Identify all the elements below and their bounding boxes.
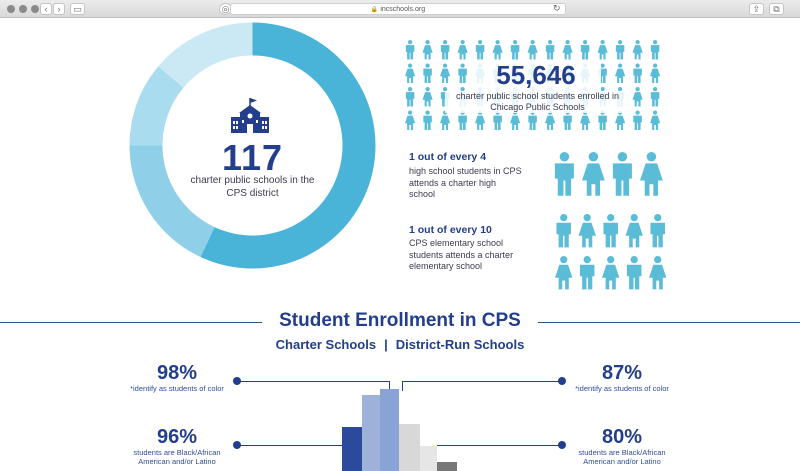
male-person-icon <box>651 87 660 107</box>
female-person-icon <box>580 111 590 131</box>
male-person-icon <box>458 111 467 131</box>
close-window-icon[interactable] <box>7 5 15 13</box>
female-person-icon <box>423 40 433 60</box>
forward-button[interactable]: › <box>53 3 65 15</box>
female-person-icon <box>582 152 605 196</box>
charter-schools-label: Charter Schools <box>275 337 377 352</box>
enrollment-title: Student Enrollment in CPS <box>279 310 521 331</box>
leader-line <box>237 445 352 446</box>
enrollment-subtitle <box>0 337 800 352</box>
female-person-icon <box>423 87 433 107</box>
male-person-icon <box>423 64 432 84</box>
male-person-icon <box>603 214 618 247</box>
high-school-people-icons <box>553 152 668 200</box>
minimize-window-icon[interactable] <box>19 5 27 13</box>
female-person-icon <box>602 256 619 289</box>
female-person-icon <box>458 40 468 60</box>
leader-line <box>402 381 403 391</box>
male-person-icon <box>651 40 660 60</box>
leader-line <box>437 445 562 446</box>
zoom-window-icon[interactable] <box>31 5 39 13</box>
browser-toolbar <box>0 0 800 18</box>
donut-center <box>129 22 376 269</box>
female-person-icon <box>475 111 485 131</box>
school-building-icon <box>230 97 270 135</box>
tabs-icon[interactable]: ⧉ <box>769 3 784 15</box>
female-person-icon <box>626 214 643 247</box>
female-person-icon <box>563 40 573 60</box>
male-person-icon <box>546 40 555 60</box>
female-person-icon <box>598 40 608 60</box>
district-schools-label: District-Run Schools <box>395 337 525 352</box>
lock-icon: 🔒 <box>370 7 379 13</box>
bar-charter-students-of-color <box>362 395 380 471</box>
male-person-icon <box>580 256 595 289</box>
female-person-icon <box>579 214 596 247</box>
bar-district-black-latino <box>420 446 437 471</box>
bar-charter-black-latino <box>342 427 362 471</box>
male-person-icon <box>627 256 642 289</box>
charter-schools-count: 117 <box>221 137 284 178</box>
privacy-icon[interactable]: ◎ <box>219 3 232 15</box>
female-person-icon <box>545 111 555 131</box>
elementary-ratio: 1 out of every 10 <box>409 224 492 236</box>
male-person-icon <box>555 152 574 196</box>
female-person-icon <box>633 87 643 107</box>
female-person-icon <box>405 64 415 84</box>
female-person-icon <box>510 111 520 131</box>
male-person-icon <box>423 111 432 131</box>
female-person-icon <box>650 111 660 131</box>
female-person-icon <box>528 40 538 60</box>
male-person-icon <box>633 64 642 84</box>
sidebar-icon[interactable]: ▭ <box>70 3 85 15</box>
share-icon[interactable]: ⇪ <box>749 3 764 15</box>
charter-black-latino-note: students are Black/African American and/or Latino <box>133 448 221 466</box>
address-bar[interactable] <box>230 3 566 15</box>
district-black-latino-pct: 80% <box>601 426 643 448</box>
female-person-icon <box>615 64 625 84</box>
bar-district-other <box>437 462 457 471</box>
male-person-icon <box>556 214 571 247</box>
male-person-icon <box>441 40 450 60</box>
elementary-text: CPS elementary school students attends a charter elementary school <box>409 238 514 271</box>
male-person-icon <box>458 64 467 84</box>
male-person-icon <box>613 152 632 196</box>
male-person-icon <box>563 111 572 131</box>
charter-schools-caption: charter public schools in the CPS district <box>190 175 315 199</box>
district-black-latino-note: students are Black/African American and/or Latino <box>578 448 666 466</box>
district-students-of-color-pct: 87% <box>601 362 643 384</box>
charter-students-count: 55,646 <box>471 60 601 91</box>
female-person-icon <box>555 256 572 289</box>
male-person-icon <box>493 111 502 131</box>
high-school-ratio: 1 out of every 4 <box>409 151 487 163</box>
male-person-icon <box>616 40 625 60</box>
male-person-icon <box>476 40 485 60</box>
female-person-icon <box>493 40 503 60</box>
bar-charter-total <box>380 389 399 471</box>
female-person-icon <box>640 152 663 196</box>
back-button[interactable]: ‹ <box>40 3 52 15</box>
male-person-icon <box>598 111 607 131</box>
leader-line <box>402 381 562 382</box>
male-person-icon <box>406 87 415 107</box>
female-person-icon <box>440 64 450 84</box>
district-students-of-color-note: *identify as students of color <box>575 384 669 393</box>
female-person-icon <box>405 111 415 131</box>
female-person-icon <box>440 111 450 131</box>
charter-students-of-color-note: *identify as students of color <box>130 384 224 393</box>
charter-students-of-color-pct: 98% <box>156 362 198 384</box>
leader-line <box>237 381 389 382</box>
charter-black-latino-pct: 96% <box>156 426 198 448</box>
male-person-icon <box>511 40 519 60</box>
high-school-text: high school students in CPS attends a charter high school <box>409 166 522 199</box>
charter-students-caption: charter public school students enrolled in Chicago Public Schools <box>445 91 630 113</box>
female-person-icon <box>650 64 660 84</box>
elementary-people-icons <box>555 214 670 292</box>
reload-icon[interactable]: ↻ <box>553 3 561 13</box>
male-person-icon <box>528 111 537 131</box>
url-text: incschools.org <box>380 6 426 13</box>
male-person-icon <box>633 111 642 131</box>
female-person-icon <box>615 111 625 131</box>
female-person-icon <box>633 40 643 60</box>
female-person-icon <box>649 256 666 289</box>
subtitle-separator: | <box>384 337 388 352</box>
male-person-icon <box>581 40 590 60</box>
male-person-icon <box>406 40 415 60</box>
bar-district-students-of-color <box>399 424 420 471</box>
male-person-icon <box>650 214 665 247</box>
